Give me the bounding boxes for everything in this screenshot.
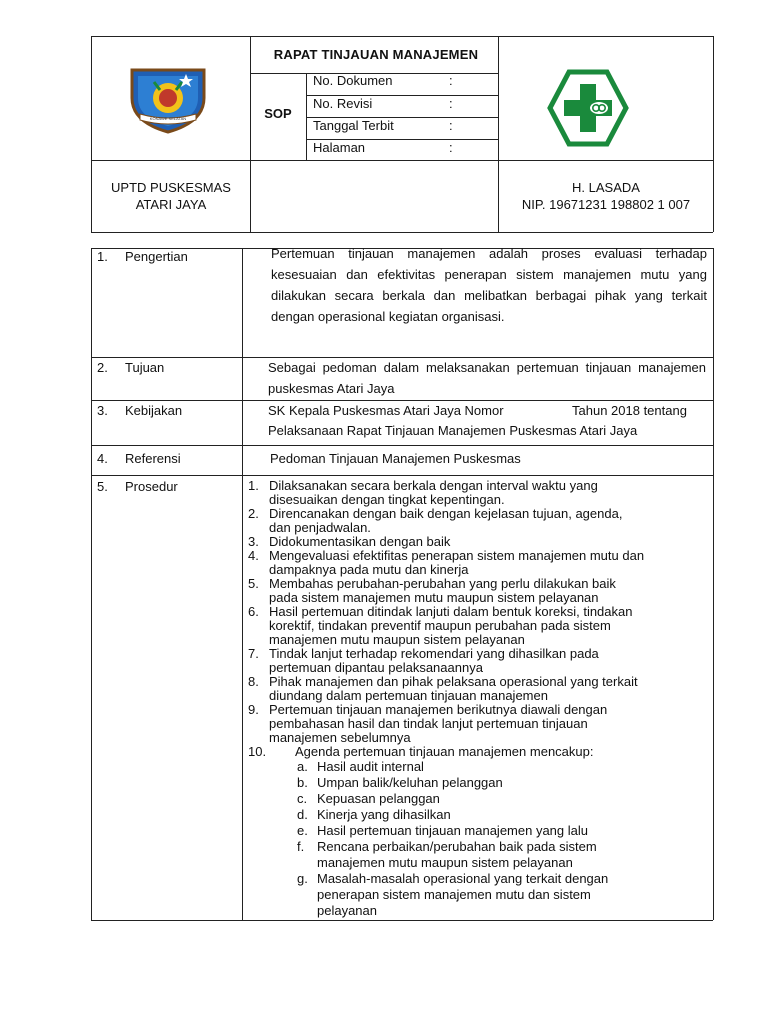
prosedur-step-text: Direncanakan dengan baik dengan kejelasan tujuan, agenda,	[269, 506, 623, 521]
agenda-item	[248, 775, 710, 791]
prosedur-step-number: 10.	[248, 744, 267, 759]
agenda-item	[248, 871, 710, 919]
prosedur-step-text: korektif, tindakan preventif maupun perubahan pada sistem	[269, 618, 611, 633]
agenda-item-text: Kinerja yang dihasilkan	[317, 807, 451, 822]
prosedur-step-text: Tindak lanjut terhadap rekomendari yang dihasilkan pada	[269, 646, 599, 661]
regional-logo-banner: KONAWE SELATAN	[149, 116, 187, 121]
prosedur-step-text: dan penjadwalan.	[269, 520, 371, 535]
tujuan-text: Sebagai pedoman dalam melaksanakan pertemuan tinjauan manajemen puskesmas Atari Jaya	[268, 360, 706, 396]
agenda-item-letter: g.	[297, 871, 308, 886]
kebijakan-text-line1a: SK Kepala Puskesmas Atari Jaya Nomor	[268, 403, 504, 418]
section-number: 1.	[97, 249, 108, 264]
prosedur-step	[248, 605, 710, 647]
prosedur-step-text: Membahas perubahan-perubahan yang perlu dilakukan baik	[269, 576, 616, 591]
agenda-item-letter: e.	[297, 823, 308, 838]
prosedur-step-number: 3.	[248, 534, 259, 549]
meta-colon: :	[449, 73, 453, 88]
prosedur-step-text: Dilaksanakan secara berkala dengan interval waktu yang	[269, 478, 598, 493]
prosedur-step-number: 6.	[248, 604, 259, 619]
prosedur-step-text: disesuaikan dengan tingkat kepentingan.	[269, 492, 505, 507]
prosedur-step-number: 1.	[248, 478, 259, 493]
prosedur-step-text: diundang dalam pertemuan tinjauan manajemen	[269, 688, 548, 703]
prosedur-step	[248, 535, 710, 549]
agenda-item	[248, 807, 710, 823]
agenda-item-text: Hasil pertemuan tinjauan manajemen yang lalu	[317, 823, 588, 838]
section-number: 5.	[97, 479, 108, 494]
prosedur-step-text: pembahasan hasil dan tindak lanjut pertemuan tinjauan	[269, 716, 588, 731]
section-number: 2.	[97, 360, 108, 375]
kebijakan-text-line2: Pelaksanaan Rapat Tinjauan Manajemen Puskesmas Atari Jaya	[268, 423, 638, 438]
prosedur-step	[248, 675, 710, 703]
agenda-item-letter: f.	[297, 839, 305, 854]
agenda-item-letter: b.	[297, 775, 308, 790]
kebijakan-text-line1b: Tahun 2018 tentang	[572, 403, 687, 418]
prosedur-step	[248, 703, 710, 745]
prosedur-step-text: Pertemuan tinjauan manajemen berikutnya diawali dengan	[269, 702, 608, 717]
sop-label: SOP	[264, 106, 292, 121]
prosedur-step	[248, 745, 710, 759]
prosedur-step	[248, 577, 710, 605]
agenda-item	[248, 839, 710, 871]
prosedur-step-text: dampaknya pada mutu dan kinerja	[269, 562, 469, 577]
prosedur-step	[248, 507, 710, 535]
prosedur-step-text: Agenda pertemuan tinjauan manajemen mencakup:	[295, 744, 594, 759]
prosedur-step	[248, 549, 710, 577]
prosedur-step-text: manajemen sebelumnya	[269, 730, 411, 745]
prosedur-step-number: 4.	[248, 548, 259, 563]
agenda-item-text: Hasil audit internal	[317, 759, 424, 774]
meta-colon: :	[449, 118, 453, 133]
prosedur-step-number: 5.	[248, 576, 259, 591]
agenda-item	[248, 759, 710, 775]
meta-label-no-revisi: No. Revisi	[313, 96, 373, 111]
prosedur-step-number: 8.	[248, 674, 259, 689]
puskesmas-cross-logo-icon	[546, 68, 630, 148]
prosedur-step	[248, 647, 710, 675]
regional-crest-logo-icon	[124, 64, 212, 134]
meta-colon: :	[449, 140, 453, 155]
agenda-item-letter: a.	[297, 759, 308, 774]
prosedur-step-text: Hasil pertemuan ditindak lanjuti dalam bentuk koreksi, tindakan	[269, 604, 633, 619]
agenda-item-text: pelayanan	[317, 903, 377, 918]
agenda-item-letter: c.	[297, 791, 308, 806]
org-name-line2: ATARI JAYA	[135, 197, 207, 212]
prosedur-step-text: Mengevaluasi efektifitas penerapan sistem manajemen mutu dan	[269, 548, 645, 563]
prosedur-step-number: 9.	[248, 702, 259, 717]
section-label-prosedur: Prosedur	[125, 479, 178, 494]
agenda-item-text: Kepuasan pelanggan	[317, 791, 440, 806]
pengertian-text: Pertemuan tinjauan manajemen adalah proses evaluasi terhadap kesesuaian dan efektivitas penerapan sistem manajemen mutu yang dilakukan secara berkala dan melibatkan berbagai pihak yang terkait dengan operasional kegiatan organisasi.	[271, 246, 707, 324]
agenda-item-text: Rencana perbaikan/perubahan baik pada sistem	[317, 839, 597, 854]
prosedur-step-text: Didokumentasikan dengan baik	[269, 534, 451, 549]
agenda-item-text: manajemen mutu maupun sistem pelayanan	[317, 855, 573, 870]
prosedur-step-number: 7.	[248, 646, 259, 661]
meta-label-halaman: Halaman	[313, 140, 366, 155]
agenda-item-text: Umpan balik/keluhan pelanggan	[317, 775, 503, 790]
signer-nip: NIP. 19671231 198802 1 007	[521, 197, 691, 212]
section-label-pengertian: Pengertian	[125, 249, 188, 264]
referensi-text: Pedoman Tinjauan Manajemen Puskesmas	[270, 451, 521, 466]
agenda-item-text: penerapan sistem manajemen mutu dan sistem	[317, 887, 591, 902]
org-name-line1: UPTD PUSKESMAS	[111, 180, 231, 195]
prosedur-step-text: Pihak manajemen dan pihak pelaksana operasional yang terkait	[269, 674, 638, 689]
agenda-item	[248, 823, 710, 839]
prosedur-step-number: 2.	[248, 506, 259, 521]
meta-label-no-dokumen: No. Dokumen	[313, 73, 393, 88]
agenda-item-letter: d.	[297, 807, 308, 822]
section-label-tujuan: Tujuan	[125, 360, 165, 375]
section-label-referensi: Referensi	[125, 451, 181, 466]
section-label-kebijakan: Kebijakan	[125, 403, 183, 418]
agenda-item	[248, 791, 710, 807]
meta-label-tanggal-terbit: Tanggal Terbit	[313, 118, 394, 133]
prosedur-step-text: pada sistem manajemen mutu maupun sistem pelayanan	[269, 590, 599, 605]
signer-name: H. LASADA	[572, 180, 640, 195]
section-number: 4.	[97, 451, 108, 466]
section-number: 3.	[97, 403, 108, 418]
prosedur-step	[248, 479, 710, 507]
prosedur-step-text: manajemen mutu maupun sistem pelayanan	[269, 632, 525, 647]
prosedur-step-text: pertemuan dipantau pelaksanaannya	[269, 660, 483, 675]
meta-colon: :	[449, 96, 453, 111]
prosedur-steps	[248, 479, 710, 919]
agenda-item-text: Masalah-masalah operasional yang terkait dengan	[317, 871, 609, 886]
document-title: RAPAT TINJAUAN MANAJEMEN	[273, 47, 479, 62]
